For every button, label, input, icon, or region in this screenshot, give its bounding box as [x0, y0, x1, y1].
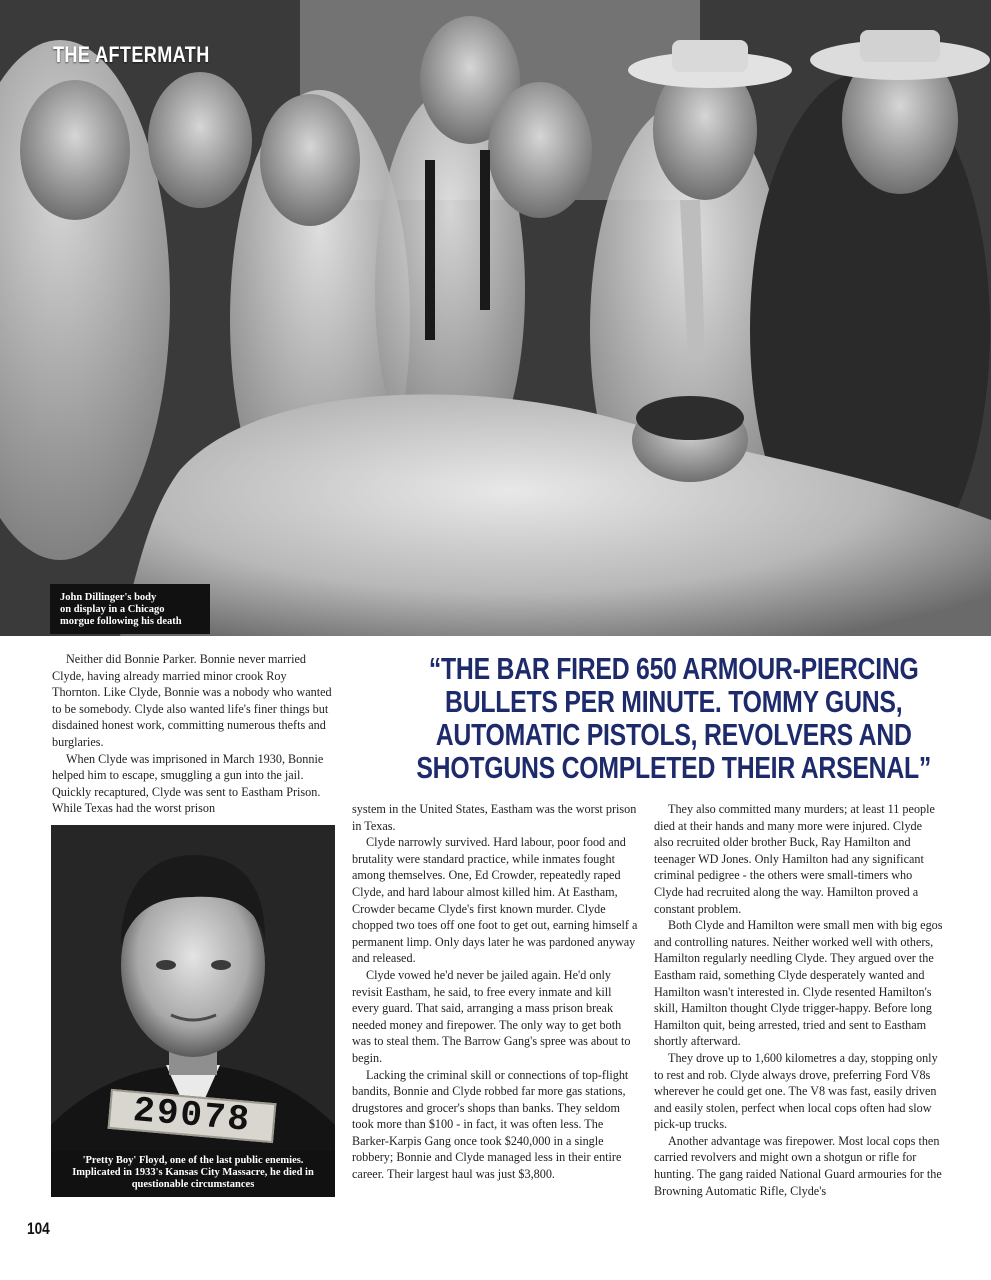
article-paragraph: Another advantage was firepower. Most local cops then carried revolvers and might own a shotgun or rifle for hunting. The gang raided National Guard armouries for the Browning Automatic Rifle, Clyde's [654, 1133, 942, 1198]
mugshot-number-placard: 29078 [108, 1089, 277, 1143]
article-paragraph: When Clyde was imprisoned in March 1930, Bonnie helped him to escape, smuggling a gun into the jail. Quickly recaptured, Clyde was sent to Eastham Prison. While Texas had the worst prison [52, 751, 324, 816]
article-paragraph: Clyde vowed he'd never be jailed again. He'd only revisit Eastham, he said, to free every inmate and kill every guard. That said, arranging a mass prison break needed money and firepower. The only way to get both was to steal them. The Barrow Gang's spree was about to begin. [352, 967, 631, 1065]
pull-quote-line: AUTOMATIC PISTOLS, REVOLVERS AND [435, 717, 912, 752]
hero-photo-caption [50, 584, 210, 634]
mugshot-illustration [51, 825, 335, 1197]
hero-caption-line: John Dillinger's body [60, 592, 157, 603]
article-column-2 [352, 801, 640, 1183]
mugshot-photo [51, 825, 335, 1197]
article-paragraph: Neither did Bonnie Parker. Bonnie never married Clyde, having already married minor crook Roy Thornton. Like Clyde, Bonnie was a nobody who wanted to be somebody. Clyde also wanted life's finer things but disdained honest work, committing numerous thefts and burglaries. [52, 652, 332, 749]
article-column-3 [654, 801, 944, 1199]
article-paragraph: system in the United States, Eastham was the worst prison in Texas. [352, 802, 637, 833]
mugshot-caption-line: Implicated in 1933's Kansas City Massacre, he died in [72, 1167, 314, 1178]
pull-quote-line: BULLETS PER MINUTE. TOMMY GUNS, [445, 684, 903, 719]
hero-photo [0, 0, 991, 636]
pull-quote-line: “THE BAR FIRED 650 ARMOUR-PIERCING [428, 651, 919, 686]
article-paragraph: Both Clyde and Hamilton were small men with big egos and controlling natures. Neither worked well with others, Hamilton regularly needling Clyde. They argued over the Eastham raid, something Clyde desperately wanted and Hamilton wasn't interested in. Clyde resented Hamilton's skill, Hamilton thought Clyde trigger-happy. Before long Hamilton quit, being arrested, tried and sent to Eastham shortly afterward. [654, 918, 943, 1049]
hero-caption-line: morgue following his death [60, 616, 182, 627]
pull-quote [352, 652, 944, 784]
article-paragraph: They also committed many murders; at least 11 people died at their hands and many more were injured. Clyde also recruited older brother Buck, Ray Hamilton and teenager WD Jones. Only Hamilton had any significant criminal pedigree - the others were small-timers who Clyde had recruited along the way. Hamilton proved a constant problem. [654, 802, 935, 916]
hero-caption-line: on display in a Chicago [60, 604, 165, 615]
pull-quote-line: SHOTGUNS COMPLETED THEIR ARSENAL” [416, 750, 932, 785]
mugshot-caption-line: 'Pretty Boy' Floyd, one of the last public enemies. [82, 1155, 304, 1166]
morgue-photo-illustration [0, 0, 991, 636]
article-paragraph: They drove up to 1,600 kilometres a day, stopping only to rest and rob. Clyde always drove, preferring Ford V8s wherever he could get one. The V8 was fast, easily driven and easily stolen, perfect when local cops often had slow pick-up trucks. [654, 1050, 938, 1132]
article-paragraph: Lacking the criminal skill or connections of top-flight bandits, Bonnie and Clyde robbed far more gas stations, drugstores and grocer's shops than banks. They seldom took more than $100 - in fact, it was often less. The Barker-Karpis Gang once took $240,000 in a single robbery; Bonnie and Clyde managed less in their entire career. Their largest haul was just $3,800. [352, 1067, 629, 1182]
section-label: THE AFTERMATH [53, 42, 210, 67]
mugshot-caption-line: questionable circumstances [131, 1179, 255, 1190]
page-number: 104 [27, 1219, 50, 1238]
article-column-1 [52, 651, 337, 817]
mugshot-caption [51, 1151, 335, 1197]
article-paragraph: Clyde narrowly survived. Hard labour, poor food and brutality were standard practice, while inmates fought among themselves. One, Ed Crowder, repeatedly raped Clyde, and hard labour almost killed him. At Eastham, Crowder became Clyde's first known murder. Clyde chopped two toes off one foot to get out, earning himself a permanent limp. Only days later he was pardoned anyway and released. [352, 835, 638, 966]
